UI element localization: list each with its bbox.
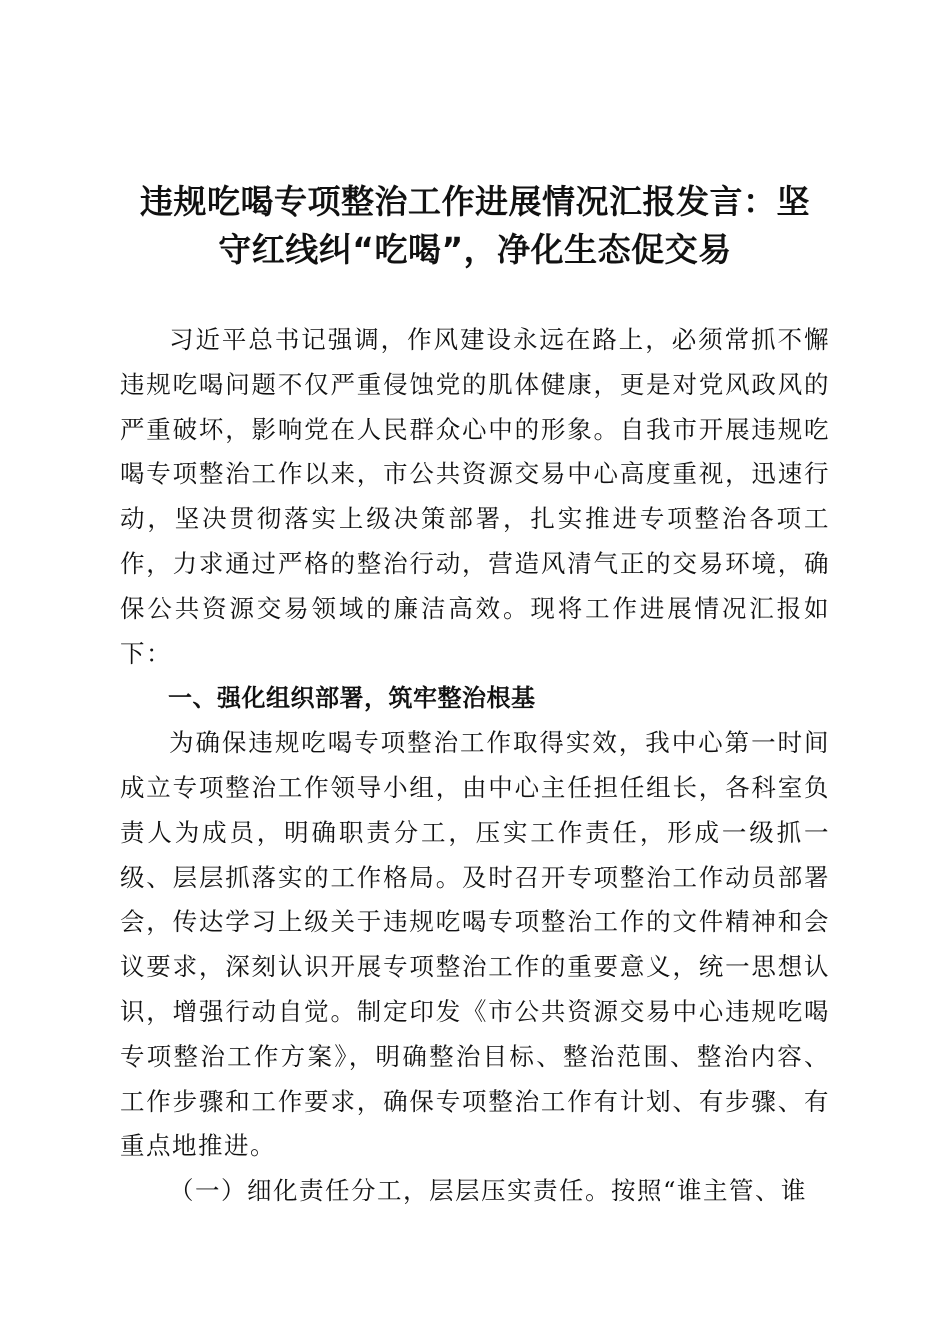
section-1-paragraph: 为确保违规吃喝专项整治工作取得实效，我中心第一时间成立专项整治工作领导小组，由中心主任担任组长，各科室负责人为成员，明确职责分工，压实工作责任，形成一级抓一级、层层抓落实的工作格局。及时召开专项整治工作动员部署会，传达学习上级关于违规吃喝专项整治工作的文件精神和会议要求，深刻认识开展专项整治工作的重要意义，统一思想认识，增强行动自觉。制定印发《市公共资源交易中心违规吃喝专项整治工作方案》，明确整治目标、整治范围、整治内容、工作步骤和工作要求，确保专项整治工作有计划、有步骤、有重点地推进。 — [120, 728, 830, 1161]
section-heading-1: 一、强化组织部署，筑牢整治根基 — [168, 684, 536, 713]
title-line-1: 违规吃喝专项整治工作进展情况汇报发言：坚 — [140, 182, 810, 221]
document-body — [120, 318, 830, 1214]
document-title — [95, 178, 855, 274]
title-line-2: 守红线纠“吃喝”，净化生态促交易 — [218, 230, 732, 269]
intro-paragraph: 习近平总书记强调，作风建设永远在路上，必须常抓不懈违规吃喝问题不仅严重侵蚀党的肌体健康，更是对党风政风的严重破坏，影响党在人民群众心中的形象。自我市开展违规吃喝专项整治工作以来，市公共资源交易中心高度重视，迅速行动，坚决贯彻落实上级决策部署，扎实推进专项整治各项工作，力求通过严格的整治行动，营造风清气正的交易环境，确保公共资源交易领域的廉洁高效。现将工作进展情况汇报如下： — [120, 325, 830, 668]
subsection-1-paragraph: （一）细化责任分工，层层压实责任。按照“谁主管、谁 — [169, 1176, 808, 1206]
